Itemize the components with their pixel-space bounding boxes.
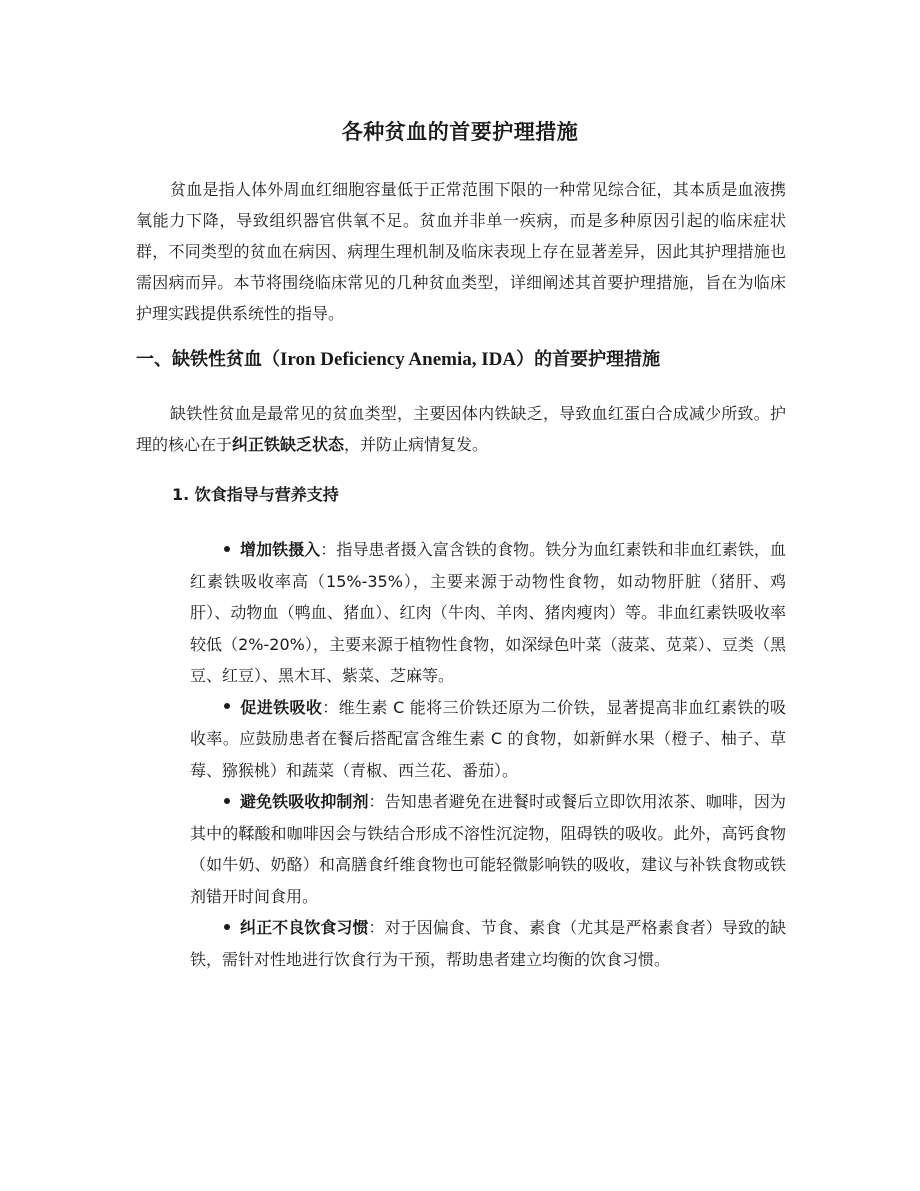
document-title: 各种贫血的首要护理措施 — [341, 120, 579, 144]
list-item-label: 增加铁摄入 — [240, 540, 321, 559]
bullet-icon — [224, 703, 230, 709]
ida-para-after: ，并防止病情复发。 — [344, 435, 489, 454]
list-item — [190, 786, 786, 912]
heading-prefix: 一、缺铁性贫血（ — [136, 349, 280, 370]
bullet-icon — [224, 798, 230, 804]
ida-para-before: 缺铁性贫血是最常见的贫血类型，主要因体内铁缺乏，导致血红蛋白合成减少所致。护理的核心在于 — [136, 404, 786, 454]
list-item-label: 促进铁吸收 — [240, 697, 323, 717]
list-item — [190, 692, 786, 787]
diet-bullet-list — [190, 534, 786, 975]
list-item-label: 避免铁吸收抑制剂 — [240, 792, 369, 811]
bullet-icon — [224, 546, 230, 552]
list-item — [190, 912, 786, 975]
heading-suffix: ）的首要护理措施 — [516, 349, 661, 370]
list-item-label: 纠正不良饮食习惯 — [240, 918, 369, 937]
list-item-text: ：指导患者摄入富含铁的食物。铁分为血红素铁和非血红素铁，血红素铁吸收率高（15%-35%），主要来源于动物性食物，如动物肝脏（猪肝、鸡肝）、动物血（鸭血、猪血）、红肉（牛肉、羊肉、猪肉瘦肉）等。非血红素铁吸收率较低（2%-20%），主要来源于植物性食物，如深绿色叶菜（菠菜、苋菜）、豆类（黑豆、红豆）、黑木耳、紫菜、芝麻等。 — [190, 540, 786, 685]
list-item-text: ：维生素 C 能将三价铁还原为二价铁，显著提高非血红素铁的吸收率。应鼓励患者在餐后搭配富含维生素 C 的食物，如新鲜水果（橙子、柚子、草莓、猕猴桃）和蔬菜（青椒、西兰花、番茄）。 — [190, 697, 786, 780]
section-heading-ida — [136, 345, 836, 375]
ida-para-emphasis: 纠正铁缺乏状态 — [232, 435, 345, 454]
ida-paragraph — [136, 398, 786, 460]
list-item-text: ：告知患者避免在进餐时或餐后立即饮用浓茶、咖啡，因为其中的鞣酸和咖啡因会与铁结合形成不溶性沉淀物，阻碍铁的吸收。此外，高钙食物（如牛奶、奶酪）和高膳食纤维食物也可能轻微影响铁的吸收，建议与补铁食物或铁剂错开时间食用。 — [190, 792, 786, 906]
list-item — [190, 534, 786, 692]
bullet-icon — [224, 924, 230, 930]
list-item-text: ：对于因偏食、节食、素食（尤其是严格素食者）导致的缺铁，需针对性地进行饮食行为干预，帮助患者建立均衡的饮食习惯。 — [190, 918, 786, 969]
heading-latin: Iron Deficiency Anemia, IDA — [280, 349, 517, 370]
intro-paragraph: 贫血是指人体外周血红细胞容量低于正常范围下限的一种常见综合征，其本质是血液携氧能力下降，导致组织器官供氧不足。贫血并非单一疾病，而是多种原因引起的临床症状群，不同类型的贫血在病因、病理生理机制及临床表现上存在显著差异，因此其护理措施也需因病而异。本节将围绕临床常见的几种贫血类型，详细阐述其首要护理措施，旨在为临床护理实践提供系统性的指导。 — [136, 180, 786, 323]
subsection-heading-diet: 1. 饮食指导与营养支持 — [172, 485, 339, 504]
